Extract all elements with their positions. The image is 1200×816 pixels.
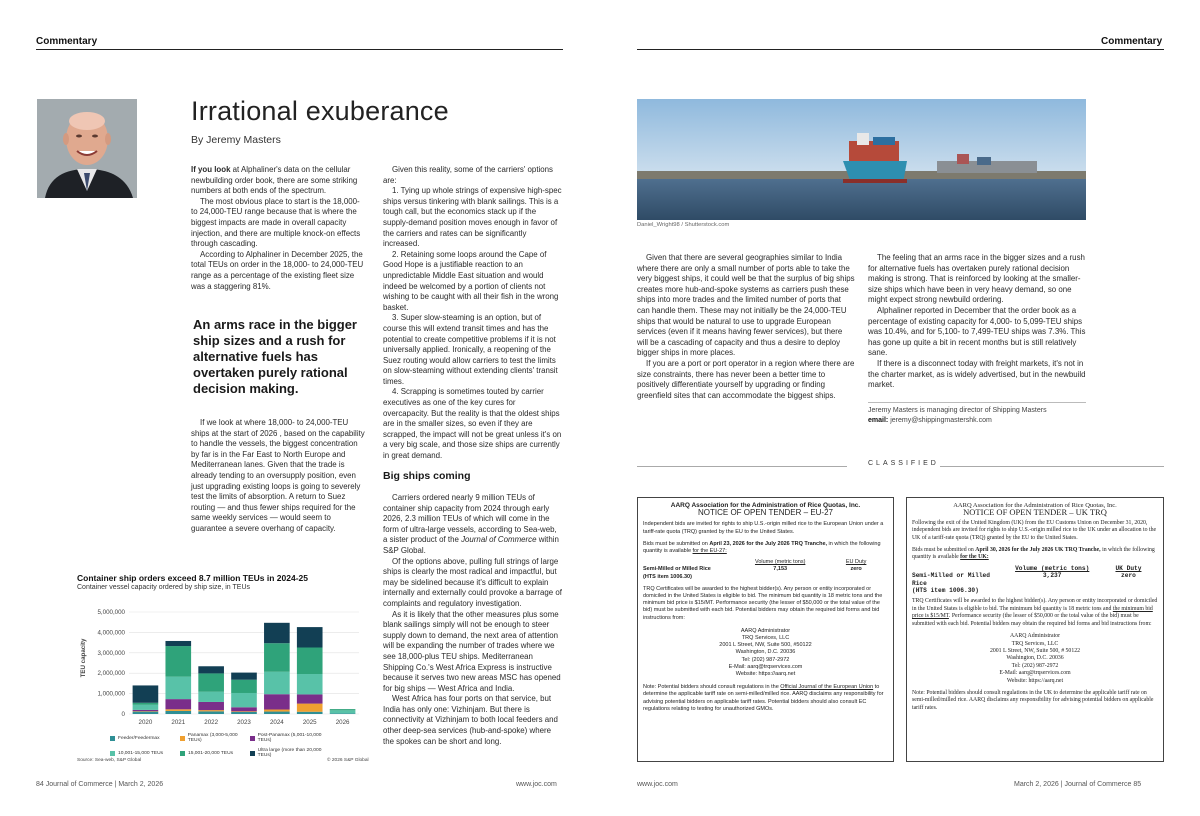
classified-rule-left bbox=[637, 466, 847, 467]
paragraph: If you are a port or port operator in a region where there are size constraints, there has never been a better time to positively differentiate yourself by upgrading or finding greenfield sites that can accommodate the biggest ships. bbox=[637, 358, 855, 400]
article-title: Irrational exuberance bbox=[191, 96, 449, 126]
article-column-2b bbox=[383, 493, 563, 747]
chart-bar-segment bbox=[231, 712, 257, 714]
chart-bar-segment bbox=[297, 694, 323, 703]
address-line: AARQ Administrator bbox=[740, 627, 791, 634]
address-line: 2001 L Street, NW, Suite 500, # 50122 bbox=[989, 647, 1081, 654]
ad-website-link[interactable]: Website: https://aarq.net bbox=[1006, 677, 1064, 684]
address-line: Tel: (202) 987-2972 bbox=[1011, 662, 1059, 669]
classified-rule-right bbox=[940, 466, 1164, 467]
table-cell bbox=[824, 574, 888, 581]
chart-y-tick-label: 5,000,000 bbox=[97, 609, 125, 616]
table-cell: zero bbox=[850, 566, 862, 573]
text-run: in which the following quantity is available bbox=[643, 540, 881, 555]
text-run: for the UK: bbox=[960, 554, 989, 561]
paragraph: Given that there are several geographies similar to India where there are only a small number of ports able to take the very biggest ships, it could well be that the surplus of big ships creates more hub-and-spoke systems as carriers push these ships into more trades and the limited number of ports that can handle them. These may not initially be the 24,000-TEU ships that would be natural to use to upgrade European services (even if it means having fewer services), but there will be a cascading of capacity and thus a desire to deploy bigger ships in more places. bbox=[637, 253, 855, 358]
article-column-3 bbox=[637, 253, 855, 401]
chart-bar-segment bbox=[330, 709, 356, 710]
text-run: Carriers ordered nearly 9 million TEUs of container ship capacity from 2024 through early 2026, 2.3 million TEUs of which will come in the form of ultra-large vessels, according to Sea-web, a sister product of the bbox=[383, 493, 557, 545]
chart-bar-segment bbox=[264, 710, 290, 712]
classified-ad-uk bbox=[906, 497, 1164, 762]
chart-x-ticks bbox=[139, 719, 350, 726]
chart-bar-segment bbox=[198, 692, 224, 702]
ad-terms: TRQ Certificates will be awarded to the highest bidder(s). Any person or entity incorporated or domiciled in the United States is eligible to bid. The minimum bid quantity is 18 metric tons and the minimum bid price is $15/MT. Performance security (the lesser of $50,000 or the total value of the bid) must be submitted with each bid. Potential bidders may obtain the required bid forms and bid instructions from: bbox=[643, 585, 883, 621]
paragraph: According to Alphaliner in December 2025, the total TEUs on order in the 18,000- to 24,000-TEU range as a percentage of the existing fleet size was a staggering 81%. bbox=[191, 249, 364, 291]
chart-bar-segment bbox=[264, 643, 290, 672]
table-cell: zero bbox=[1121, 572, 1136, 580]
address-line: TRQ Services, LLC bbox=[1011, 640, 1059, 647]
ad-address bbox=[643, 628, 888, 678]
table-cell bbox=[912, 565, 1005, 572]
chart-y-tick-label: 3,000,000 bbox=[97, 649, 125, 657]
legend-label: 15,001-20,000 TEUs bbox=[188, 750, 234, 756]
paragraph: Given this reality, some of the carriers' options are: bbox=[383, 165, 553, 185]
text-run: Official Journal of the European Union bbox=[780, 684, 874, 691]
legend-item bbox=[110, 748, 180, 758]
legend-label: 10,001-15,000 TEUs bbox=[118, 750, 164, 756]
ad-note bbox=[643, 684, 888, 713]
list-item: 2. Retaining some loops around the Cape of Good Hope is a justifiable reaction to an unpredictable Middle East situation and would indeed be welcomed by a portion of clients not wishing to be caught with all their fish in the wrong basket. bbox=[383, 249, 559, 312]
legend-swatch bbox=[250, 751, 255, 756]
chart-bar-segment bbox=[165, 711, 191, 714]
table-cell: (HTS item 1006.30) bbox=[912, 587, 979, 595]
chart-bar-segment bbox=[330, 710, 356, 713]
chart-bar-segment bbox=[198, 666, 224, 673]
paragraph bbox=[191, 165, 366, 197]
chart-bar-segment bbox=[133, 705, 159, 710]
paragraph: The most obvious place to start is the 18,000- to 24,000-TEU range because that is where the biggest impacts are made in overall capacity injection, and there are multiple knock-on effects through cascading. bbox=[191, 196, 361, 249]
chart-bar-segment bbox=[264, 672, 290, 694]
table-row bbox=[643, 574, 888, 581]
ad-intro: Following the exit of the United Kingdom (UK) from the EU Customs Union on December 31, 2020, independent bids are invited for rights to ship U.S.-origin milled rice to the UK under an allocation to the UK of a tariff-rate quota (TRQ) granted by the EU to the United States. bbox=[912, 519, 1157, 541]
list-item: 1. Tying up whole strings of expensive high-spec ships versus tinkering with blank sailings. This is a tough call, but the economics stack up if the supply-demand position moves enough in favor of the carriers and rates can be significantly increased. bbox=[383, 186, 562, 249]
chart-bar-segment bbox=[198, 710, 224, 711]
table-cell: Semi-Milled or Milled Rice bbox=[912, 572, 990, 587]
legend-label: Post-Panamax (5,001-10,000 TEUs) bbox=[257, 733, 322, 743]
ad-website-link[interactable]: Website: https://aarq.net bbox=[735, 671, 796, 678]
classified-ad-eu bbox=[637, 497, 894, 762]
text-run: April 23, 2026 for the July 2026 TRQ Tranche, bbox=[709, 540, 828, 547]
chart-y-axis-label: TEU capacity bbox=[80, 638, 87, 678]
ad-notice-title: NOTICE OF OPEN TENDER – EU-27 bbox=[698, 508, 833, 518]
legend-item bbox=[110, 733, 180, 743]
chart-bar-segment bbox=[297, 712, 323, 714]
chart-title: Container ship orders exceed 8.7 million TEUs in 2024-25 bbox=[77, 573, 308, 583]
section-label-right: Commentary bbox=[1101, 36, 1163, 47]
table-cell: 3,237 bbox=[1042, 572, 1062, 580]
legend-swatch bbox=[110, 736, 115, 741]
footer-left-page: 84 Journal of Commerce | March 2, 2026 bbox=[36, 781, 164, 788]
text-run: April 30, 2026 for the July 2026 UK TRQ Tranche, bbox=[975, 547, 1101, 554]
legend-item bbox=[250, 733, 330, 743]
table-cell: (HTS item 1006.30) bbox=[643, 573, 692, 580]
ad-org-name: AARQ Association for the Administration of Rice Quotas, Inc. bbox=[953, 502, 1117, 509]
ad-deadline bbox=[912, 547, 1158, 562]
chart-x-tick-label: 2020 bbox=[138, 719, 153, 726]
address-line: AARQ Administrator bbox=[1009, 633, 1061, 640]
address-line: Tel: (202) 987-2972 bbox=[741, 656, 790, 663]
paragraph: Alphaliner reported in December that the order book as a percentage of existing capacity for 4,000- to 5,099-TEU ships was 10.4%, and for 5,100- to 7,499-TEU ships was 7.3%. This has gone up quite a bit in recent months but is still relatively sane. bbox=[868, 305, 1086, 358]
ad-quantity-table bbox=[643, 559, 888, 581]
paragraph: As it is likely that the other measures plus some blank sailings simply will not be enough to steer supply down to demand, the next area of attention will be expanding the number of trades where we see 18,000-plus TEU ships. Mediterranean Shipping Co.'s West Africa Express is instructive because it serves two new areas MSC has opened for big ships — West Africa and India. bbox=[383, 609, 561, 693]
table-cell bbox=[736, 574, 824, 581]
chart-bar-segment bbox=[231, 693, 257, 707]
legend-item bbox=[250, 748, 330, 758]
chart-x-tick-label: 2021 bbox=[171, 719, 186, 726]
chart-y-tick-label: 2,000,000 bbox=[97, 670, 125, 678]
bio-divider bbox=[868, 402, 1086, 403]
table-row bbox=[643, 566, 888, 573]
chart-bars bbox=[133, 623, 356, 714]
chart-bar-segment bbox=[133, 685, 159, 702]
chart-bar-segment bbox=[198, 673, 224, 691]
ad-email-link[interactable]: E-Mail: aarq@trqservices.com bbox=[999, 670, 1071, 677]
address-line: Washington, D.C. 20036 bbox=[1006, 655, 1064, 662]
chart-y-tick-label: 0 bbox=[121, 711, 125, 718]
table-row bbox=[643, 559, 888, 566]
byline: By Jeremy Masters bbox=[191, 134, 281, 146]
text-run: the minimum bid price is $15/MT bbox=[912, 605, 1153, 620]
table-header: Volume (metric tons) bbox=[1015, 564, 1090, 572]
list-item: 3. Super slow-steaming is an option, but of course this will extend transit times and has the potential to create competitive problems if it is not universally applied. Ironically, a reopening of the Suez routing would allow carriers to test the limits on slow-steaming without extending clients' transit times. bbox=[383, 313, 558, 386]
chart-bar-segment bbox=[133, 710, 159, 711]
photo-caption: Daniel_Wright98 / Shutterstock.com bbox=[637, 222, 730, 228]
text-run: TRQ Certificates will be awarded to the highest bidder(s). Any person or entity incorporated or domiciled in the United States is eligible to bid. The minimum bid quantity is 18 metric tons and bbox=[912, 598, 1158, 612]
legend-label: Ultra large (more than 20,000 TEUs) bbox=[257, 748, 322, 758]
ad-address bbox=[912, 633, 1158, 685]
text-run: Note: Potential bidders should consult regulations in the bbox=[643, 684, 781, 691]
chart-bar-segment bbox=[198, 711, 224, 714]
chart-bar-segment bbox=[165, 699, 191, 709]
chart-bar-segment bbox=[231, 707, 257, 711]
ad-email-link[interactable]: E-Mail: aarq@trqservices.com bbox=[728, 663, 803, 670]
chart-bar-segment bbox=[231, 673, 257, 680]
chart-legend bbox=[110, 733, 370, 758]
chart-bar-segment bbox=[231, 711, 257, 712]
legend-swatch bbox=[180, 751, 185, 756]
header-rule-left bbox=[36, 49, 563, 50]
address-line: TRQ Services, LLC bbox=[741, 635, 790, 642]
author-bio bbox=[868, 406, 1086, 426]
chart-x-tick-label: 2023 bbox=[237, 719, 251, 726]
table-row bbox=[912, 572, 1158, 587]
author-portrait bbox=[37, 99, 137, 198]
chart-bar-segment bbox=[264, 712, 290, 714]
lead-in: If you look bbox=[191, 165, 231, 174]
table-cell: 7,153 bbox=[773, 566, 788, 573]
chart-copyright: © 2026 S&P Global bbox=[327, 758, 369, 763]
ad-org-name: AARQ Association for the Administration of Rice Quotas, Inc. bbox=[670, 502, 861, 509]
ad-deadline bbox=[643, 541, 888, 555]
paragraph: Of the options above, pulling full strings of large ships is clearly the most radical and impactful, but may be sidelined because it's difficult to explain internally and externally could provoke a barrage of complaints and regulatory investigation. bbox=[383, 556, 562, 608]
chart-bar-segment bbox=[165, 641, 191, 646]
publication-name: Journal of Commerce bbox=[461, 535, 537, 545]
header-rule-right bbox=[637, 49, 1164, 50]
article-column-1b bbox=[191, 418, 366, 535]
legend-label: Feeder/Feedermax bbox=[118, 735, 160, 741]
legend-swatch bbox=[250, 736, 255, 741]
chart-x-tick-label: 2022 bbox=[204, 719, 219, 726]
table-cell bbox=[643, 559, 736, 566]
chart-bar-segment bbox=[231, 680, 257, 693]
email-label: email: bbox=[868, 417, 889, 424]
chart-bar-segment bbox=[297, 647, 323, 674]
footer-url-left: www.joc.com bbox=[516, 781, 557, 788]
chart-bar-segment bbox=[297, 704, 323, 712]
legend-label: Panamax (3,000-5,000 TEUs) bbox=[187, 733, 238, 743]
chart-bar-segment bbox=[297, 674, 323, 694]
address-line: Washington, D.C. 20036 bbox=[735, 649, 796, 656]
author-email-link[interactable]: jeremy@shippingmastershk.com bbox=[890, 417, 992, 424]
ship-photo bbox=[637, 99, 1086, 220]
ad-intro: Independent bids are invited for rights to ship U.S.-origin milled rice to the European Union under a tariff-rate quota (TRQ) granted by the EU to the United States. bbox=[643, 521, 884, 535]
chart-source: Source: Sea-web, S&P Global bbox=[77, 758, 142, 763]
chart-bar-segment bbox=[165, 646, 191, 677]
chart-y-tick-label: 4,000,000 bbox=[97, 629, 125, 637]
table-cell bbox=[1005, 587, 1098, 594]
article-column-2 bbox=[383, 165, 563, 462]
table-header: Volume (metric tons) bbox=[754, 559, 806, 566]
table-cell bbox=[1099, 587, 1158, 594]
paragraph: If we look at where 18,000- to 24,000-TEU ships at the start of 2026 , based on the capability to handle the vessels, the biggest concentration by far is in the Far East to North Europe and Mediterranean lanes. Given that the trade is already tending to an oversupply position, even just upgrading existing loops is going to severely test the limits of absorption. A return to Suez routing — and thus fewer ships required for the same weekly services — would seem to guarantee a severe overhang of capacity. bbox=[191, 418, 365, 533]
text-run: Bids must be submitted on bbox=[643, 540, 710, 547]
article-column-4 bbox=[868, 253, 1086, 391]
paragraph: The feeling that an arms race in the bigger sizes and a rush for alternative fuels has overtaken purely rational decision making is strong. That is reinforced by looking at the smaller-size ships which have been in very heavy demand, so one might expect strong newbuild ordering. bbox=[868, 253, 1085, 305]
chart-x-tick-label: 2026 bbox=[335, 719, 350, 726]
chart-bar-segment bbox=[165, 677, 191, 699]
chart-bar-segment bbox=[297, 627, 323, 647]
table-header: UK Duty bbox=[1115, 564, 1142, 572]
lead-rest: at Alphaliner's data on the cellular newbuilding order book, there are some striking numbers at both ends of the spectrum. bbox=[191, 165, 358, 196]
bio-text: Jeremy Masters is managing director of Shipping Masters bbox=[868, 407, 1047, 414]
text-run: to determine the applicable tariff rate on semi-milled/milled rice. AARQ disclaims any responsibility for advising potential bidders on applicable tariff rates. Potential bidders should also consult EC regulations relating to testing for unauthorized GMOs. bbox=[643, 684, 884, 712]
text-run: within S&P Global. bbox=[383, 535, 559, 555]
pull-quote: An arms race in the bigger ship sizes and a rush for alternative fuels has overtaken purely rational decision making. bbox=[193, 317, 357, 396]
article-column-1 bbox=[191, 165, 366, 292]
chart-bar-segment bbox=[133, 711, 159, 712]
table-header: EU Duty bbox=[845, 559, 867, 566]
chart-bar-segment bbox=[264, 694, 290, 709]
list-item: 4. Scrapping is sometimes touted by carrier executives as one of the key cures for overcapacity. But the reality is that the oldest ships are in the smaller sizes, so even if they are scrapped, the impact will not be great unless it's on a very big scale, and those size ships are currently in great demand. bbox=[383, 387, 562, 461]
ad-quantity-table bbox=[912, 565, 1158, 595]
chart-y-tick-label: 1,000,000 bbox=[97, 690, 125, 698]
chart-x-tick-label: 2025 bbox=[302, 719, 317, 726]
chart-bar-segment bbox=[198, 702, 224, 710]
chart-y-ticks bbox=[97, 609, 125, 718]
chart-bar-segment bbox=[165, 709, 191, 711]
chart-bar-segment bbox=[264, 623, 290, 643]
chart-bar-segment bbox=[133, 703, 159, 705]
address-line: 2001 L Street, NW, Suite 500, #50122 bbox=[719, 642, 812, 649]
paragraph: If there is a disconnect today with freight markets, it's not in the charter market, as is widely advertised, but in the newbuild market. bbox=[868, 358, 1086, 390]
table-row bbox=[912, 587, 1158, 594]
legend-item bbox=[180, 748, 250, 758]
chart-x-tick-label: 2024 bbox=[269, 719, 284, 726]
classified-label: CLASSIFIED bbox=[868, 460, 939, 467]
bio-email-line bbox=[868, 416, 1086, 426]
chart-bar-segment bbox=[133, 712, 159, 714]
paragraph: West Africa has four ports on that service, but India has only one: Vizhinjam. But there is connectivity at Vizhinjam to both local feeders and other deep-sea services (hub-and-spoke) where the spokes can be short and long. bbox=[383, 694, 558, 746]
footer-url-right: www.joc.com bbox=[637, 781, 678, 788]
subhead-big-ships: Big ships coming bbox=[383, 470, 471, 482]
text-run: . Performance security (the lesser of $50,000 or the total value of the bid) must be submitted with each bid. Potential bidders may obtain the required bid forms and bid instructions from: bbox=[912, 613, 1152, 627]
legend-swatch bbox=[180, 736, 185, 741]
ad-notice-title: NOTICE OF OPEN TENDER – UK TRQ bbox=[963, 507, 1107, 518]
table-cell: Semi-Milled or Milled Rice bbox=[643, 566, 711, 573]
text-run: Bids must be submitted on bbox=[912, 547, 976, 554]
table-row bbox=[912, 565, 1158, 572]
ship-photo-drawing bbox=[637, 99, 1086, 220]
legend-swatch bbox=[110, 751, 115, 756]
text-run: in which the following quantity is available bbox=[912, 547, 1155, 561]
chart-bar-segment bbox=[330, 713, 356, 714]
ad-note: Note: Potential bidders should consult regulations in the UK to determine the applicable tariff rate on semi-milled/milled rice. AARQ disclaims any responsibility for advising potential bidders on applicable tariff rates. bbox=[912, 689, 1154, 711]
section-label-left: Commentary bbox=[36, 36, 98, 47]
footer-right-page: March 2, 2026 | Journal of Commerce 85 bbox=[1014, 781, 1142, 788]
text-run: for the EU-27: bbox=[692, 548, 727, 555]
chart-subtitle: Container vessel capacity ordered by ship size, in TEUs bbox=[77, 584, 251, 591]
paragraph bbox=[383, 493, 563, 557]
bar-chart bbox=[77, 600, 367, 732]
author-portrait-drawing bbox=[37, 99, 137, 198]
legend-item bbox=[180, 733, 250, 743]
ad-terms bbox=[912, 598, 1158, 628]
